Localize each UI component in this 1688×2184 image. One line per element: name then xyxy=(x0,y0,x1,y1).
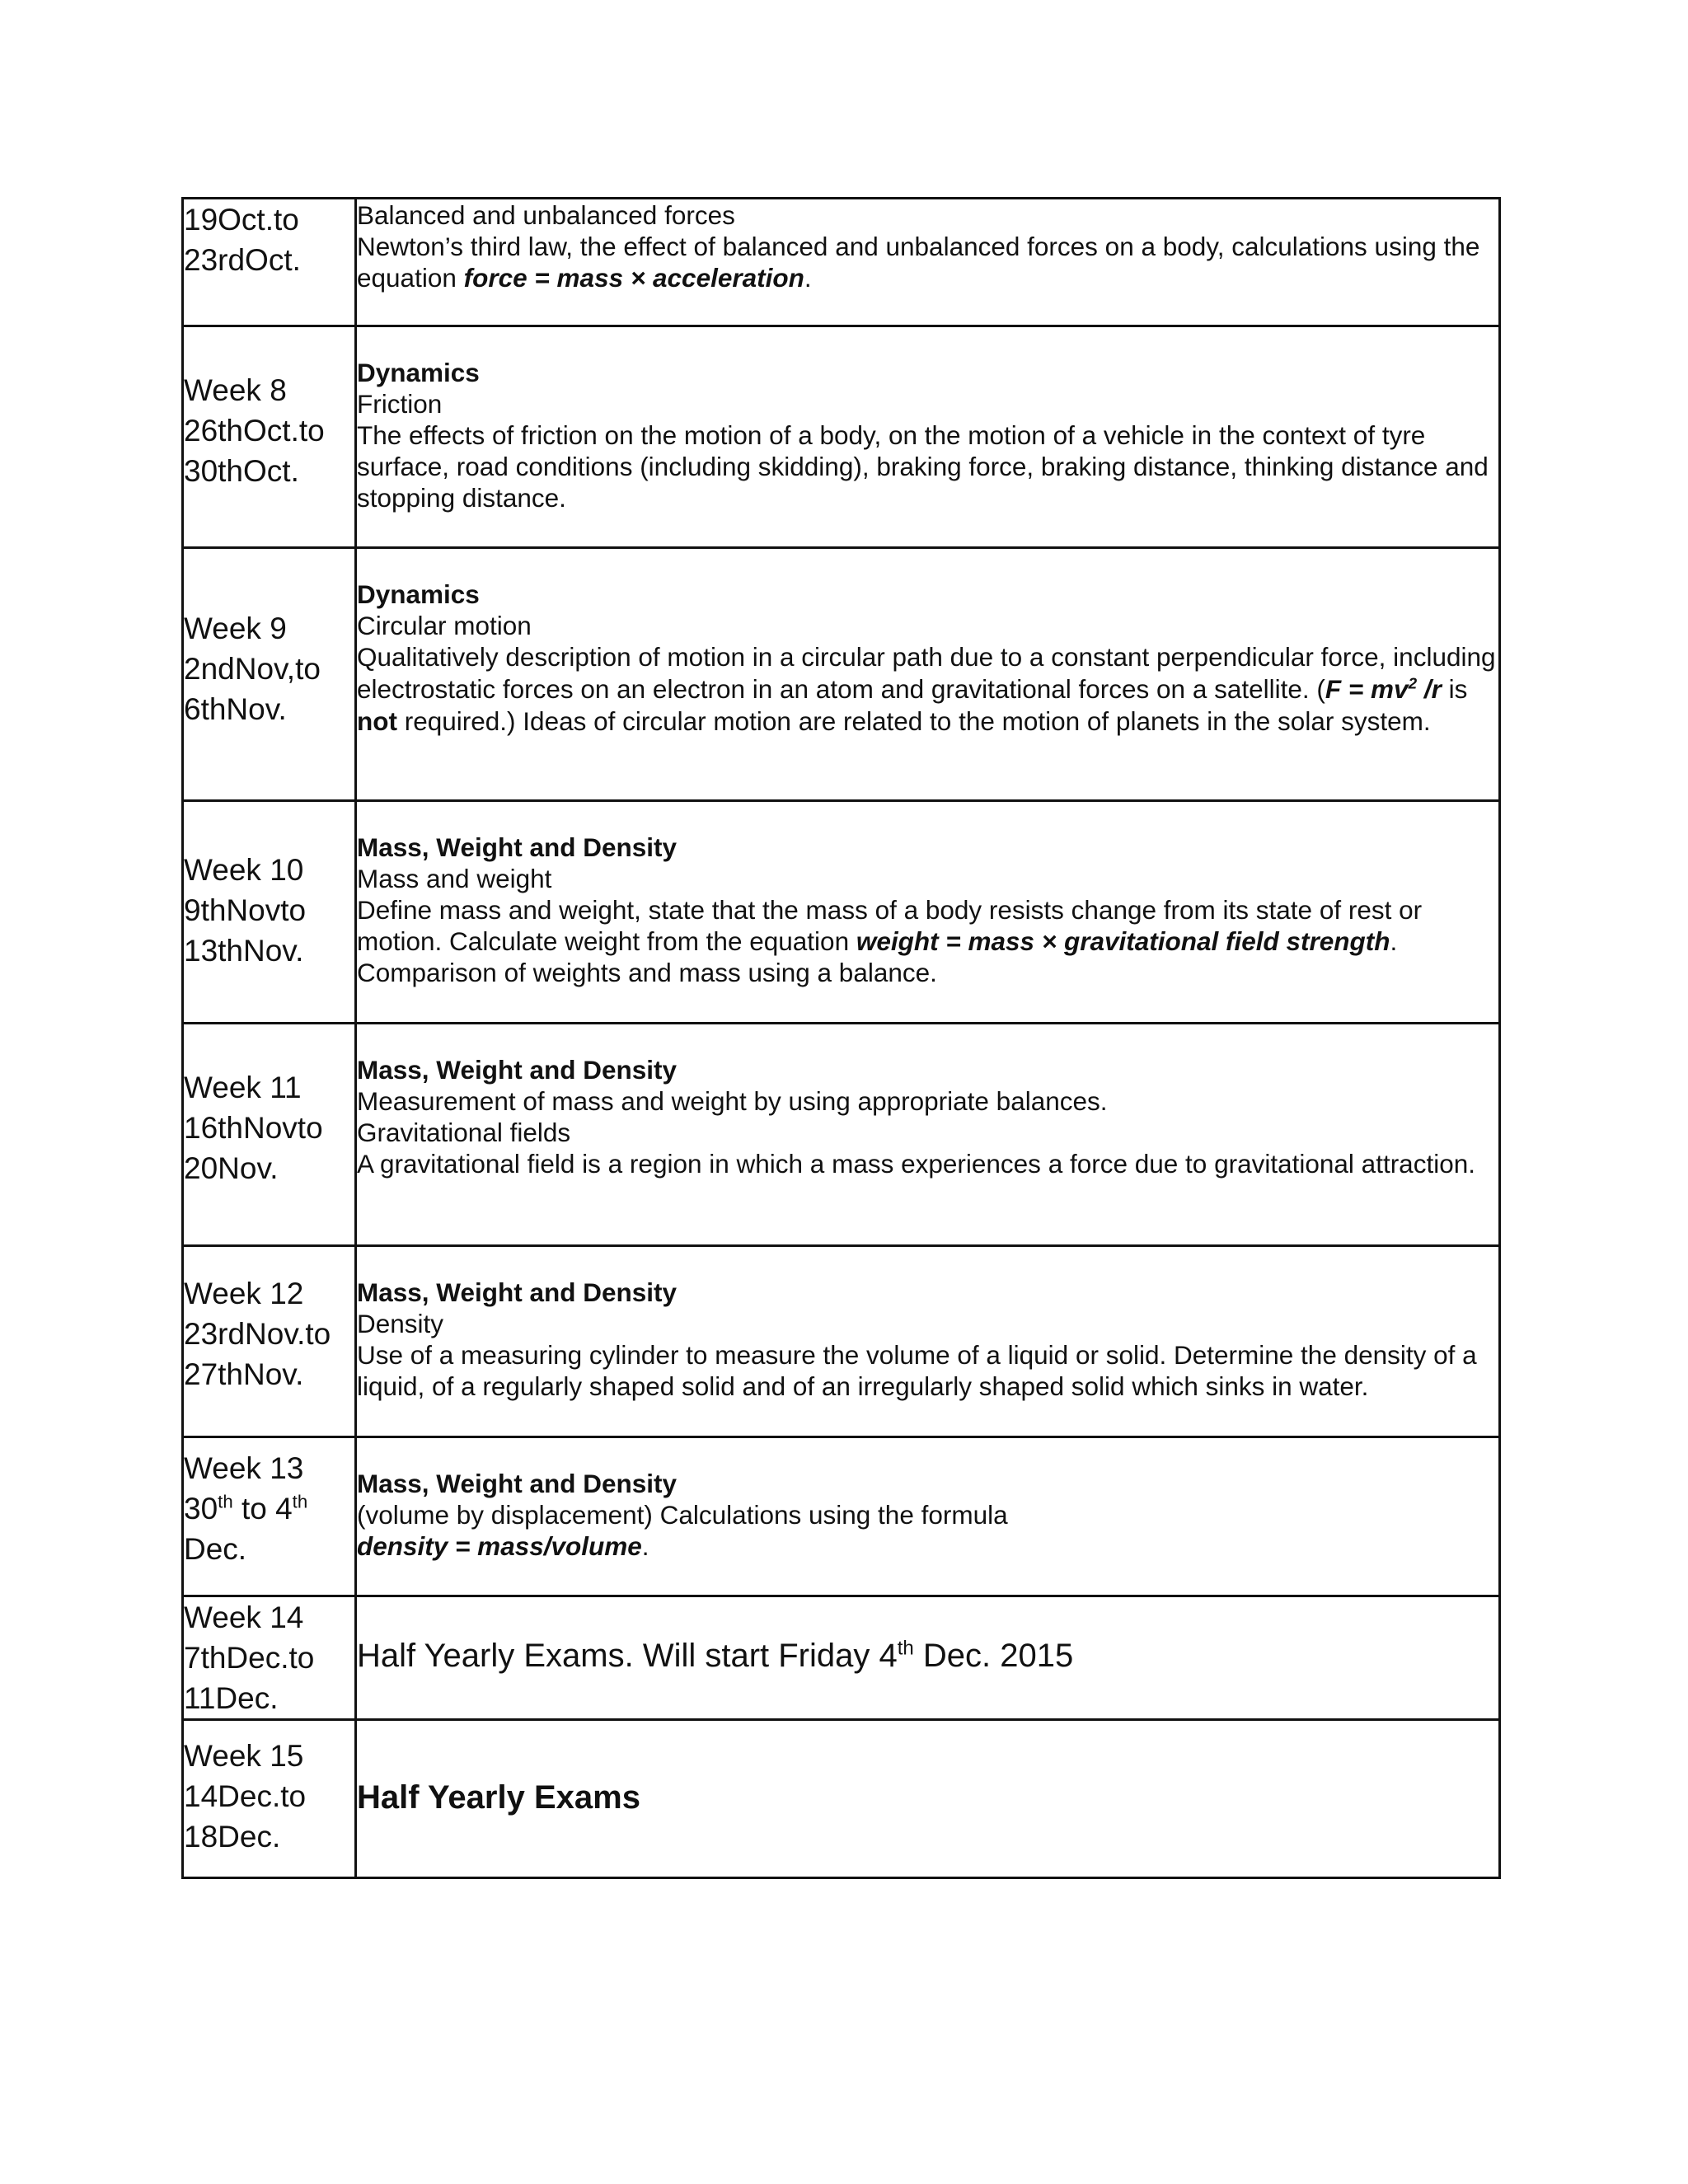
week-cell xyxy=(183,1437,356,1596)
formula: density = mass/volume xyxy=(357,1531,642,1561)
week-date-line: 27thNov. xyxy=(184,1357,304,1391)
week-date-line: 23rdNov.to xyxy=(184,1317,331,1351)
table-row xyxy=(183,801,1500,1024)
topic-body: A gravitational field is a region in which a mass experiences a force due to gravitational attraction. xyxy=(357,1149,1475,1179)
content-cell xyxy=(356,548,1500,801)
table-row xyxy=(183,548,1500,801)
week-cell xyxy=(183,801,356,1024)
topic-body: Use of a measuring cylinder to measure the volume of a liquid or solid. Determine the density of a liquid, of a regularly shaped solid and of an irregularly shaped solid which sinks in water. xyxy=(357,1340,1477,1401)
topic-body: (volume by displacement) Calculations using the formula xyxy=(357,1500,1008,1530)
week-date-line: 13thNov. xyxy=(184,934,304,968)
week-cell xyxy=(183,1246,356,1437)
schedule-table xyxy=(181,197,1501,1879)
week-date-line: 19Oct.to xyxy=(184,203,299,237)
table-row xyxy=(183,1437,1500,1596)
topic-body: The effects of friction on the motion of a body, on the motion of a vehicle in the context of tyre surface, road conditions (including skidding), braking force, braking distance, thinking distance and stopping distance. xyxy=(357,420,1489,513)
content-cell xyxy=(356,1596,1500,1720)
content-cell xyxy=(356,1024,1500,1246)
formula: weight = mass × gravitational field strength xyxy=(856,926,1390,956)
week-label: Week 11 xyxy=(184,1071,302,1104)
topic-body: Newton’s third law, the effect of balanced and unbalanced forces on a body, calculations using the equation force = mass × acceleration. xyxy=(357,232,1480,293)
week-date-line: 30thOct. xyxy=(184,454,299,488)
week-date-line: 11Dec. xyxy=(184,1681,279,1715)
topic-heading: Dynamics xyxy=(357,358,480,387)
topic-body: density = mass/volume. xyxy=(357,1531,649,1561)
week-date-line: Dec. xyxy=(184,1532,247,1566)
topic-body: Define mass and weight, state that the mass of a body resists change from its state of rest or motion. Calculate weight from the equation weight = mass × gravitational field strength. xyxy=(357,895,1423,956)
week-date-line: 20Nov. xyxy=(184,1151,279,1185)
week-cell xyxy=(183,1596,356,1720)
emphasis: not xyxy=(357,706,397,736)
week-label: Week 13 xyxy=(184,1451,304,1485)
week-date-line: 26thOct.to xyxy=(184,414,325,448)
week-cell xyxy=(183,326,356,548)
exam-notice: Half Yearly Exams. Will start Friday 4th Dec. 2015 xyxy=(357,1637,1074,1674)
week-cell xyxy=(183,199,356,326)
content-cell xyxy=(356,1720,1500,1878)
topic-subheading: Density xyxy=(357,1309,444,1338)
topic-heading: Mass, Weight and Density xyxy=(357,1277,677,1307)
formula: force = mass × acceleration xyxy=(463,263,804,293)
week-date-line: 30th to 4th xyxy=(184,1491,308,1526)
week-label: Week 14 xyxy=(184,1601,304,1634)
topic-body: Measurement of mass and weight by using appropriate balances. xyxy=(357,1086,1108,1116)
topic-heading: Dynamics xyxy=(357,579,480,609)
topic-body: Comparison of weights and mass using a balance. xyxy=(357,958,937,987)
week-date-line: 18Dec. xyxy=(184,1820,281,1854)
week-cell xyxy=(183,548,356,801)
week-label: Week 12 xyxy=(184,1277,304,1310)
content-cell xyxy=(356,199,1500,326)
table-row xyxy=(183,1596,1500,1720)
topic-heading: Mass, Weight and Density xyxy=(357,832,677,862)
week-date-line: 16thNovto xyxy=(184,1111,323,1145)
table-row xyxy=(183,199,1500,326)
content-cell xyxy=(356,801,1500,1024)
topic-heading: Mass, Weight and Density xyxy=(357,1469,677,1498)
week-date-line: 2ndNov,to xyxy=(184,652,321,686)
week-date-line: 6thNov. xyxy=(184,692,287,726)
week-label: Week 10 xyxy=(184,853,304,887)
week-cell xyxy=(183,1024,356,1246)
topic-subheading: Balanced and unbalanced forces xyxy=(357,200,735,230)
content-cell xyxy=(356,1437,1500,1596)
topic-heading: Mass, Weight and Density xyxy=(357,1055,677,1085)
topic-body: Qualitatively description of motion in a circular path due to a constant perpendicular force, including electrostatic forces on an electron in an atom and gravitational forces on a satellite. ($F = mv^2$ /r is not required.) Ideas of circular motion are related to the motion of planets in the solar system. xyxy=(357,642,1496,736)
content-cell xyxy=(356,326,1500,548)
topic-subheading: Gravitational fields xyxy=(357,1118,571,1147)
week-label: Week 15 xyxy=(184,1739,304,1773)
week-date-line: 9thNovto xyxy=(184,893,307,927)
week-label: Week 9 xyxy=(184,612,287,645)
week-date-line: 14Dec.to xyxy=(184,1779,307,1813)
week-date-line: 23rdOct. xyxy=(184,243,301,277)
topic-subheading: Mass and weight xyxy=(357,864,552,893)
table-row xyxy=(183,1024,1500,1246)
week-label: Week 8 xyxy=(184,373,287,407)
table-row xyxy=(183,326,1500,548)
table-row xyxy=(183,1246,1500,1437)
topic-subheading: Circular motion xyxy=(357,611,532,640)
week-date-line: 7thDec.to xyxy=(184,1641,315,1675)
content-cell xyxy=(356,1246,1500,1437)
week-cell xyxy=(183,1720,356,1878)
table-row xyxy=(183,1720,1500,1878)
topic-subheading: Friction xyxy=(357,389,443,419)
exam-heading: Half Yearly Exams xyxy=(357,1779,640,1816)
formula: $F = mv^2$ /r xyxy=(1325,674,1442,704)
